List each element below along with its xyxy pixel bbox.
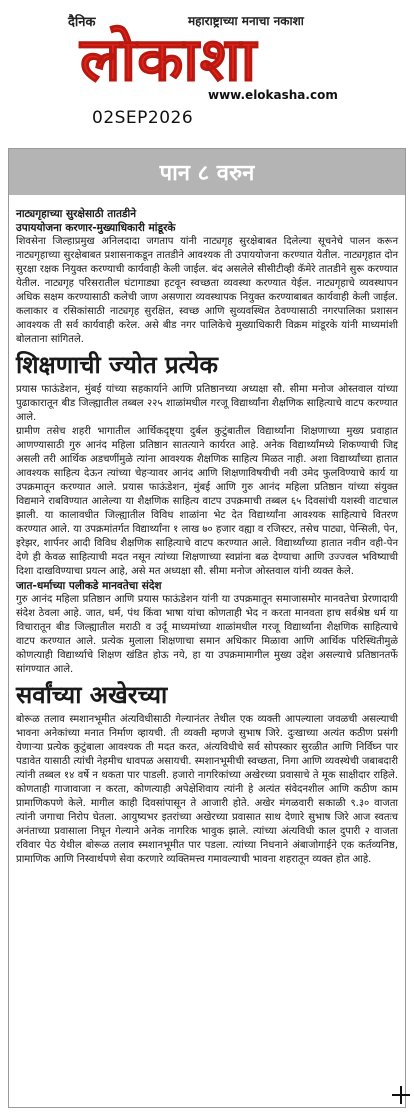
article-content [9, 195, 405, 867]
masthead [0, 0, 414, 150]
page-continuation-label: पान ८ वरुन [159, 161, 255, 186]
article1-subheading-1: नाट्यगृहाच्या सुरक्षेसाठी तातडीने [16, 208, 137, 220]
article1-subheading-2: उपाययोजना करणार-मुख्याधिकारी मांडूरके [16, 222, 176, 234]
crop-mark-icon [392, 1086, 410, 1104]
article2-headline: शिक्षणाची ज्योत प्रत्येक [16, 351, 218, 379]
article3-headline: सर्वांच्या अखेरच्या [16, 681, 168, 709]
edition-date: 02SEP2026 [92, 108, 194, 128]
article2-paragraph-3: गुरु आनंद महिला प्रतिष्ठान आणि प्रयास फाऊंडेशन यांनी या उपक्रमातून समाजासमोर मानवतेचा प्रेरणादायी संदेश ठेवला आहे. जात, धर्म, पंथ किंवा भाषा यांचा कोणताही भेद न करता मानवता हाच सर्वश्रेष्ठ धर्म या विचारातून बीड जिल्ह्यातील मराठी व उर्दू माध्यमांच्या शाळांमधील गरजू विद्यार्थ्यांना शैक्षणिक साहित्याचे वाटप करण्यात आले. प्रत्येक मुलाला शिक्षणाचा समान अधिकार मिळावा आणि आर्थिक परिस्थितीमुळे कोणत्याही विद्यार्थ्याचे शिक्षण खंडित होऊ नये, हा या उपक्रमामागील मुख्य उद्देश असल्याचे प्रतिष्ठानतर्फे सांगण्यात आले. [16, 594, 398, 675]
masthead-tagline: महाराष्ट्राच्या मनाचा नकाशा [188, 14, 304, 28]
masthead-daily-label: दैनिक [68, 15, 96, 30]
article-column [8, 148, 406, 1108]
article2-paragraph-1: प्रयास फाऊंडेशन, मुंबई यांच्या सहकार्याने आणि प्रतिष्ठानच्या अध्यक्षा सौ. सीमा मनोज ओस्तवाल यांच्या पुढाकारातून बीड जिल्ह्यातील तब्बल २२५ शाळांमधील गरजू विद्यार्थ्यांना शैक्षणिक साहित्याचे वाटप करण्यात आले. [16, 384, 398, 423]
newspaper-logo: लोकाशा [80, 25, 258, 95]
website-link[interactable]: www.elokasha.com [208, 88, 338, 102]
page-continuation-band [9, 149, 405, 195]
article3-body: बोरूळ तलाव स्मशानभूमीत अंत्यविधीसाठी गेल्यानंतर तेथील एक व्यक्ती आपल्याला जवळची असल्याची भावना अनेकांच्या मनात निर्माण व्हायची. ती व्यक्ती म्हणजे सुभाष जिरे. दुःखाच्या अत्यंत कठीण प्रसंगी येणाऱ्या प्रत्येक कुटुंबाला आवश्यक ती मदत करत, अंत्यविधीचे सर्व सोपस्कार सुरळीत आणि निर्विघ्न पार पडावेत यासाठी त्यांची नेहमीच धावपळ असायची. स्मशानभूमीची स्वच्छता, निगा आणि व्यवस्थेची जबाबदारी त्यांनी तब्बल १४ वर्षे न थकता पार पाडली. हजारो नागरिकांच्या अखेरच्या प्रवासाचे ते मूक साक्षीदार राहिले. कोणताही गाजावाजा न करता, कोणत्याही अपेक्षेशिवाय त्यांनी हे अत्यंत संवेदनशील आणि कठीण काम प्रामाणिकपणे केले. मागील काही दिवसांपासून ते आजारी होते. अखेर मंगळवारी सकाळी ९.३० वाजता त्यांनी जगाचा निरोप घेतला. आयुष्यभर इतरांच्या अखेरच्या प्रवासात साथ देणारे सुभाष जिरे आज स्वतःच अनंताच्या प्रवासाला निघून गेल्याने अनेक नागरिक भावुक झाले. त्यांच्या अंत्यविधी काल दुपारी २ वाजता रविवार पेठ येथील बोरूळ तलाव स्मशानभूमीत पार पडला. त्यांच्या निधनाने अंबाजोगाईने एक कर्तव्यनिष्ठ, प्रामाणिक आणि निस्वार्थपणे सेवा करणारे व्यक्तिमत्त्व गमावल्याची भावना शहरातून व्यक्त होत आहे. [16, 714, 398, 865]
article2-subheading: जात-धर्माच्या पलीकडे मानवतेचा संदेश [16, 580, 162, 592]
article1-body: शिवसेना जिल्हाप्रमुख अनिलदादा जगताप यांनी नाट्यगृह सुरक्षेबाबत दिलेल्या सूचनेचे पालन करून नाट्यगृहाच्या सुरक्षेबाबत प्रशासनाकडून तातडीने आवश्यक ती उपाययोजना करण्यात येतील. नाट्यगृहात दोन सुरक्षा रक्षक नियुक्त करण्याची कार्यवाही केली जाईल. बंद असलेले सीसीटीव्ही कॅमेरे तातडीने सुरू करण्यात येतील. नाट्यगृह परिसरातील घंटागाड्या हटवून स्वच्छता व्यवस्था करण्यात येईल. नाट्यगृहाचे व्यवस्थापन अधिक सक्षम करण्यासाठी कलेची जाण असणारा व्यवस्थापक नियुक्त करण्याबाबत कार्यवाही केली जाईल. कलाकार व रसिकांसाठी नाट्यगृह सुरक्षित, स्वच्छ आणि सुव्यवस्थित ठेवण्यासाठी नगरपालिका प्रशासन आवश्यक ती सर्व कार्यवाही करेल. असे बीड नगर पालिकेचे मुख्याधिकारी विक्रम मांडूरके यांनी माध्यमांशी बोलताना सांगितले. [16, 236, 398, 345]
article2-paragraph-2: ग्रामीण तसेच शहरी भागातील आर्थिकदृष्ट्या दुर्बल कुटुंबातील विद्यार्थ्यांना शिक्षणाच्या मुख्य प्रवाहात आणण्यासाठी गुरु आनंद महिला प्रतिष्ठान सातत्याने कार्यरत आहे. अनेक विद्यार्थ्यांमध्ये शिकण्याची जिद्द असली तरी आर्थिक अडचणींमुळे त्यांना आवश्यक शैक्षणिक साहित्य मिळत नाही. अशा विद्यार्थ्यांच्या हातात आवश्यक साहित्य देऊन त्यांच्या चेहऱ्यावर आनंद आणि शिक्षणाविषयीची नवी उमेद फुलविण्याचे कार्य या उपक्रमातून करण्यात आले. प्रयास फाऊंडेशन, मुंबई आणि गुरु आनंद महिला प्रतिष्ठान यांच्या संयुक्त विद्यमाने राबविण्यात आलेल्या या शैक्षणिक साहित्य वाटप उपक्रमाची तब्बल ६५ दिवसांची यशस्वी वाटचाल झाली. या कालावधीत जिल्ह्यातील विविध शाळांना भेट देत विद्यार्थ्यांना आवश्यक साहित्याचे वितरण करण्यात आले. या उपक्रमांतर्गत विद्यार्थ्यांना १ लाख ७० हजार वह्या व रजिस्टर, तसेच पाट्या, पेन्सिली, पेन, इरेझर, शार्पनर आदी विविध शैक्षणिक साहित्याचे वाटप करण्यात आले. विद्यार्थ्यांच्या हातात नवीन वही-पेन देणे ही केवळ साहित्याची मदत नसून त्यांच्या शिक्षणाच्या स्वप्नांना बळ देण्याचा आणि उज्ज्वल भविष्याची दिशा दाखविण्याचा प्रयत्न आहे, असे मत अध्यक्षा सौ. सीमा मनोज ओस्तवाल यांनी व्यक्त केले. [16, 426, 398, 577]
